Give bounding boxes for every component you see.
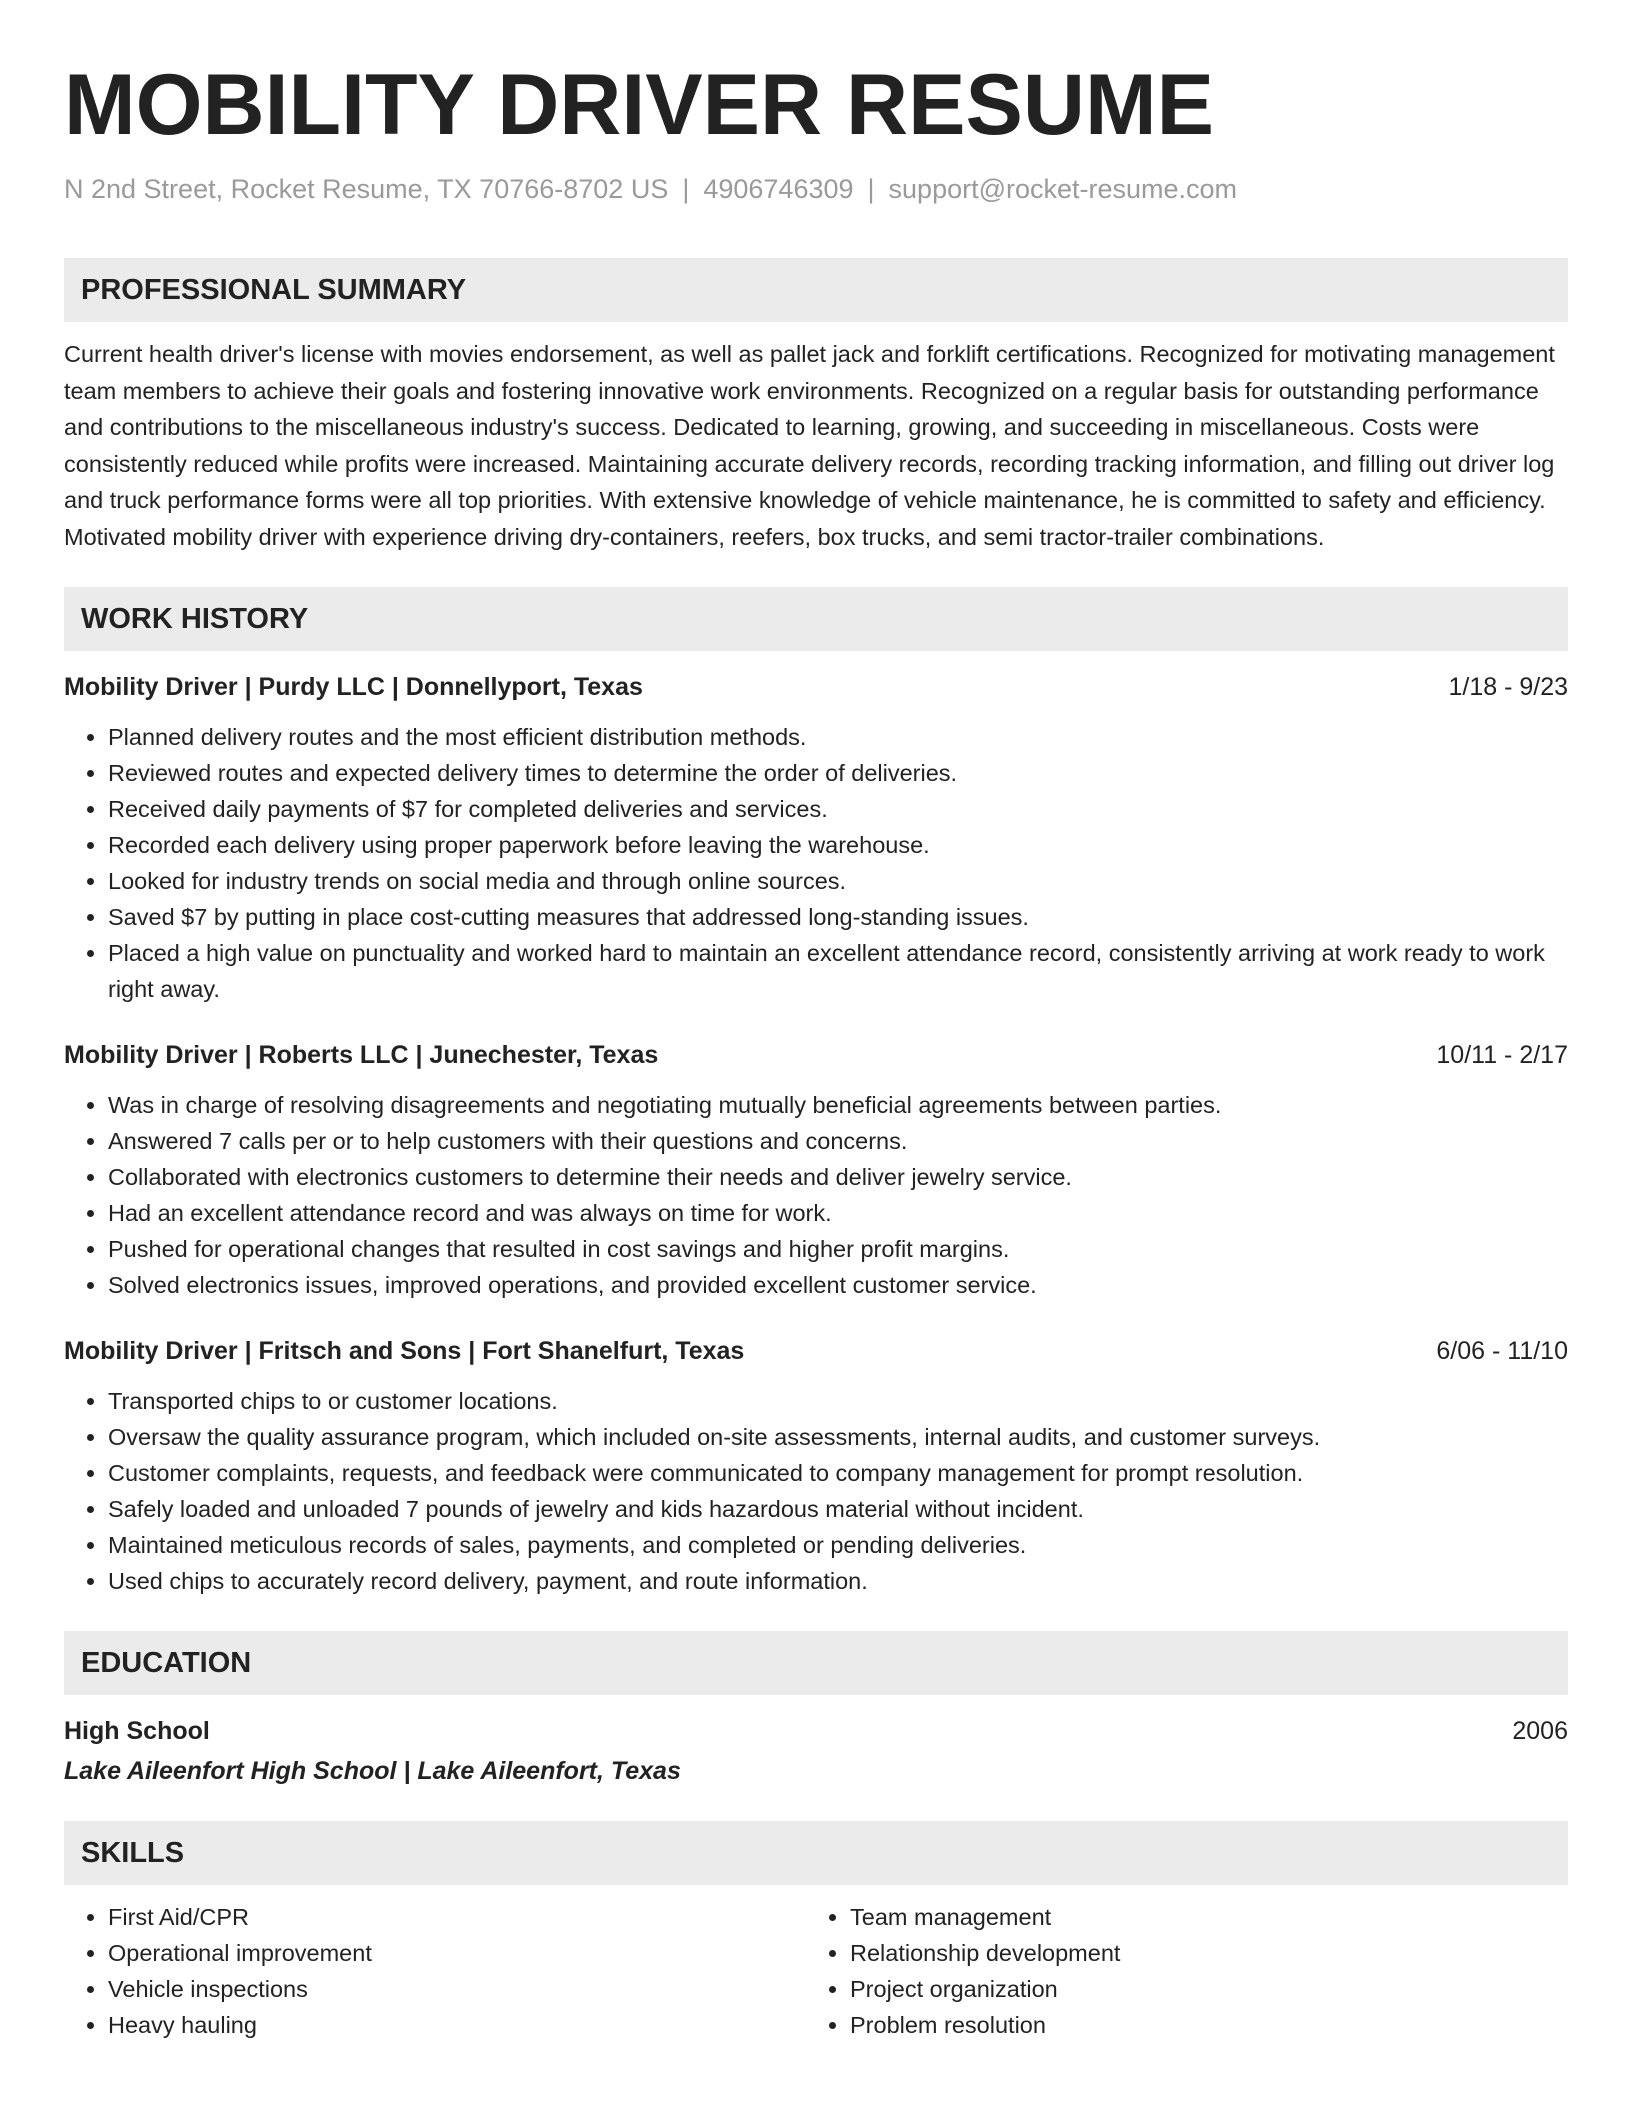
education-row [64, 1713, 1568, 1749]
section-header-work-history: WORK HISTORY [64, 587, 1568, 651]
education-degree: High School [64, 1717, 210, 1745]
section-header-education: EDUCATION [64, 1631, 1568, 1695]
skill-item: • Operational improvement [108, 1935, 806, 1971]
job-bullet: • Customer complaints, requests, and feedback were communicated to company management for prompt resolution. [108, 1455, 1568, 1491]
resume-title: MOBILITY DRIVER RESUME [64, 57, 1214, 153]
job-bullet: • Transported chips to or customer locations. [108, 1383, 1568, 1419]
job-bullet: • Looked for industry trends on social media and through online sources. [108, 863, 1568, 899]
summary-text: Current health driver's license with movies endorsement, as well as pallet jack and forklift certifications. Recognized for motivating management team members to achieve their goals and fostering innovative work environments. Recognized on a regular basis for outstanding performance and contributions to the miscellaneous industry's success. Dedicated to learning, growing, and succeeding in miscellaneous. Costs were consistently reduced while profits were increased. Maintaining accurate delivery records, recording tracking information, and filling out driver log and truck performance forms were all top priorities. With extensive knowledge of vehicle maintenance, he is committed to safety and efficiency. Motivated mobility driver with experience driving dry-containers, reefers, box trucks, and semi tractor-trailer combinations. [64, 341, 1555, 550]
education-school: Lake Aileenfort High School | Lake Aileenfort, Texas [64, 1757, 681, 1785]
skills-list-left [64, 1899, 806, 2043]
contact-separator: | [682, 174, 690, 204]
skills-column-right [806, 1899, 1548, 2043]
section-header-skills: SKILLS [64, 1821, 1568, 1885]
job-bullets [64, 1383, 1568, 1599]
job-bullet: • Planned delivery routes and the most efficient distribution methods. [108, 719, 1568, 755]
job-dates: 6/06 - 11/10 [1436, 1337, 1568, 1365]
skill-item: • Heavy hauling [108, 2007, 806, 2043]
job-bullets [64, 719, 1568, 1007]
job-bullet: • Collaborated with electronics customers to determine their needs and deliver jewelry service. [108, 1159, 1568, 1195]
job-bullet: • Recorded each delivery using proper paperwork before leaving the warehouse. [108, 827, 1568, 863]
job-entry [64, 1037, 1568, 1303]
contact-separator: | [867, 174, 875, 204]
job-bullet: • Had an excellent attendance record and was always on time for work. [108, 1195, 1568, 1231]
contact-address: N 2nd Street, Rocket Resume, TX 70766-8702 US [64, 174, 669, 204]
section-header-summary: PROFESSIONAL SUMMARY [64, 258, 1568, 322]
job-bullet: • Oversaw the quality assurance program, which included on-site assessments, internal audits, and customer surveys. [108, 1419, 1568, 1455]
job-bullet: • Pushed for operational changes that resulted in cost savings and higher profit margins. [108, 1231, 1568, 1267]
job-bullet: • Was in charge of resolving disagreements and negotiating mutually beneficial agreements between parties. [108, 1087, 1568, 1123]
job-bullet: • Reviewed routes and expected delivery times to determine the order of deliveries. [108, 755, 1568, 791]
job-dates: 10/11 - 2/17 [1436, 1041, 1568, 1069]
job-bullet: • Placed a high value on punctuality and worked hard to maintain an excellent attendance record, consistently arriving at work ready to work right away. [108, 935, 1568, 1007]
job-bullet: • Solved electronics issues, improved operations, and provided excellent customer service. [108, 1267, 1568, 1303]
job-bullet: • Received daily payments of $7 for completed deliveries and services. [108, 791, 1568, 827]
job-dates: 1/18 - 9/23 [1448, 673, 1568, 701]
skill-item: • Vehicle inspections [108, 1971, 806, 2007]
contact-email: support@rocket-resume.com [888, 174, 1238, 204]
job-title: Mobility Driver | Roberts LLC | Junechester, Texas [64, 1041, 659, 1069]
job-entry [64, 669, 1568, 1007]
skills-grid [64, 1899, 1568, 2043]
job-header [64, 1333, 1568, 1369]
job-bullet: • Safely loaded and unloaded 7 pounds of jewelry and kids hazardous material without incident. [108, 1491, 1568, 1527]
skill-item: • Problem resolution [850, 2007, 1548, 2043]
job-bullet: • Used chips to accurately record delivery, payment, and route information. [108, 1563, 1568, 1599]
job-bullet: • Maintained meticulous records of sales, payments, and completed or pending deliveries. [108, 1527, 1568, 1563]
job-bullet: • Answered 7 calls per or to help customers with their questions and concerns. [108, 1123, 1568, 1159]
contact-line [64, 172, 1568, 206]
skill-item: • Team management [850, 1899, 1548, 1935]
job-title: Mobility Driver | Purdy LLC | Donnellyport, Texas [64, 673, 643, 701]
skills-list-right [806, 1899, 1548, 2043]
skill-item: • Relationship development [850, 1935, 1548, 1971]
job-header [64, 669, 1568, 705]
contact-phone: 4906746309 [703, 174, 854, 204]
job-title: Mobility Driver | Fritsch and Sons | Fort Shanelfurt, Texas [64, 1337, 745, 1365]
skills-column-left [64, 1899, 806, 2043]
skill-item: • First Aid/CPR [108, 1899, 806, 1935]
resume-page [64, 0, 1568, 2043]
job-header [64, 1037, 1568, 1073]
job-entry [64, 1333, 1568, 1599]
job-bullets [64, 1087, 1568, 1303]
skill-item: • Project organization [850, 1971, 1548, 2007]
job-bullet: • Saved $7 by putting in place cost-cutting measures that addressed long-standing issues. [108, 899, 1568, 935]
education-year: 2006 [1512, 1717, 1568, 1745]
